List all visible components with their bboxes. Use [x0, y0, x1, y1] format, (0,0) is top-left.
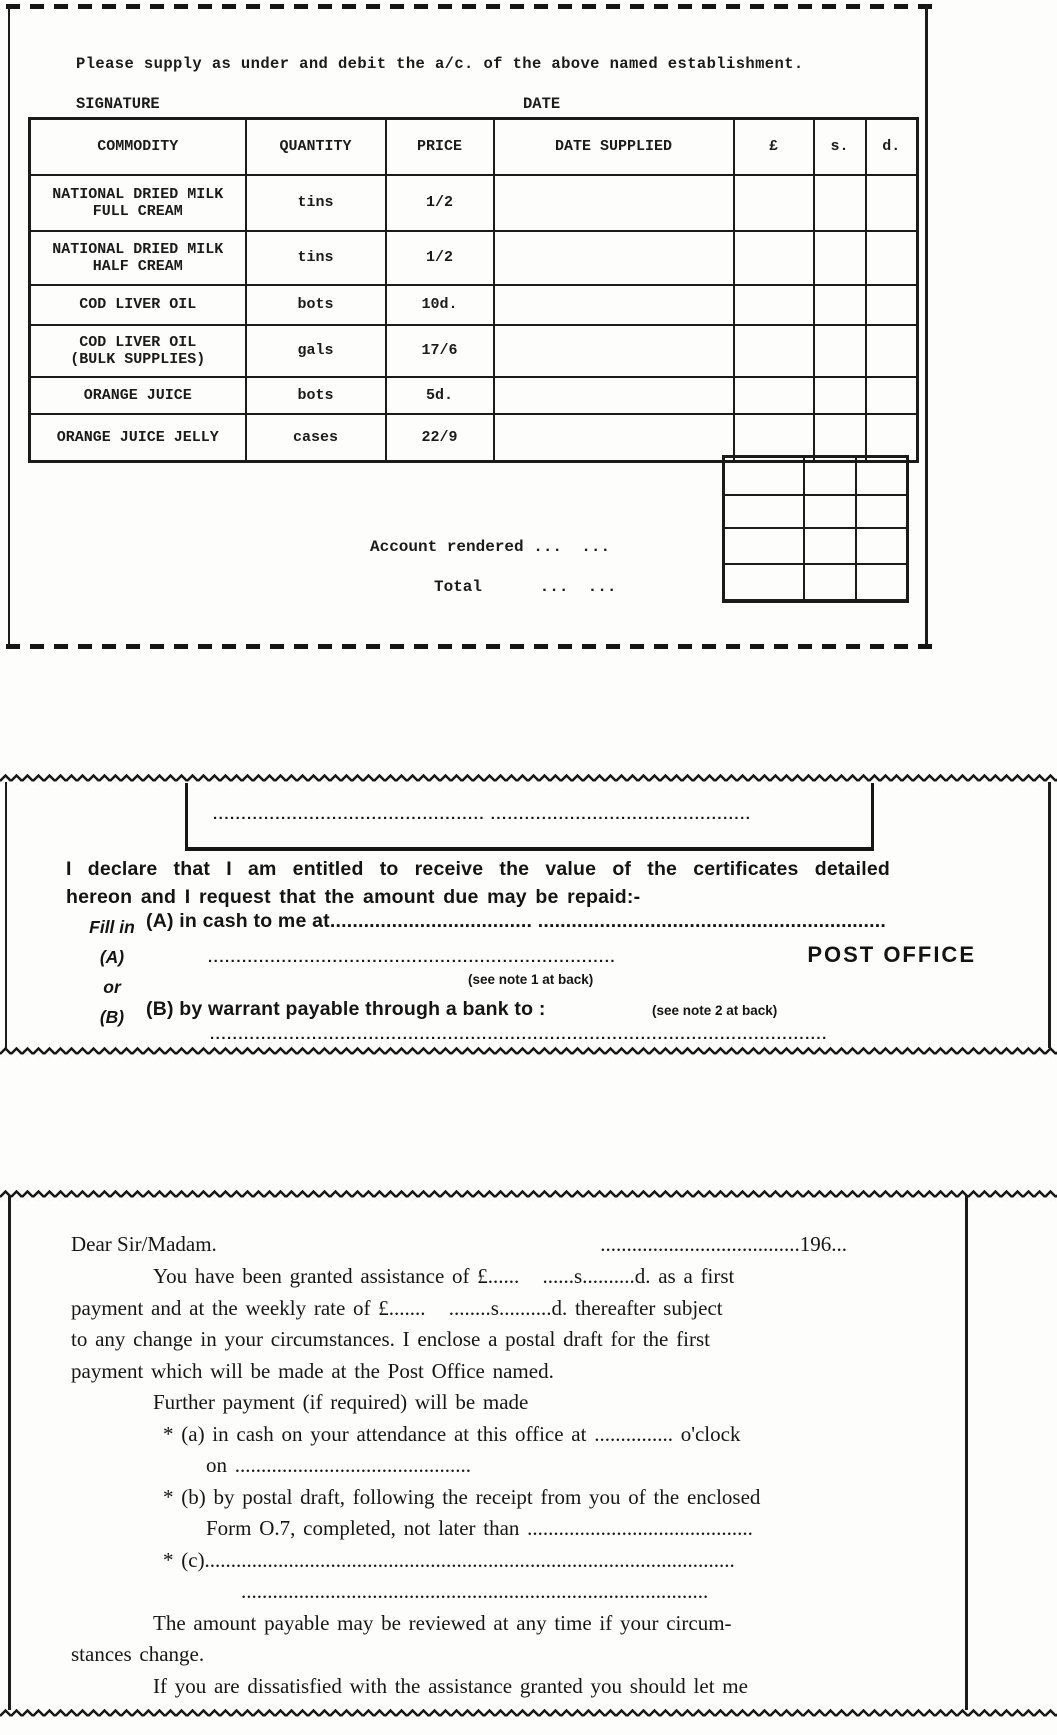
form-instruction-text: Please supply as under and debit the a/c. of the above named establishment. — [76, 55, 804, 73]
pounds-cell — [734, 285, 814, 325]
totals-cell — [856, 457, 908, 495]
letter-line: You have been granted assistance of £...... ......s..........d. as a first — [153, 1264, 735, 1288]
date-supplied-cell — [494, 325, 734, 377]
commodity-line1: ORANGE JUICE — [83, 386, 192, 404]
declaration-text-line2: hereon and I request that the amount due may be repaid:- — [66, 886, 641, 908]
date-supplied-cell — [494, 414, 734, 462]
commodity-cell — [30, 175, 246, 231]
col-header-commodity: COMMODITY — [30, 119, 246, 175]
date-supplied-cell — [494, 285, 734, 325]
totals-cell — [724, 564, 804, 601]
letter-line: Form O.7, completed, not later than ........................................... — [206, 1516, 753, 1540]
date-dotted-line: ......................................196... — [600, 1232, 847, 1256]
quantity-cell: bots — [246, 377, 386, 414]
date-supplied-cell — [494, 175, 734, 231]
commodity-cell — [30, 325, 246, 377]
letter-line: If you are dissatisfied with the assistance granted you should let me — [153, 1673, 748, 1698]
col-header-price: PRICE — [386, 119, 494, 175]
letter-line: to any change in your circumstances. I enclose a postal draft for the first — [71, 1327, 710, 1351]
table-row — [30, 175, 918, 231]
shillings-cell — [814, 175, 866, 231]
assistance-grant-letter — [8, 1196, 968, 1710]
totals-cell — [856, 564, 908, 601]
pence-cell — [866, 377, 918, 414]
total-label: Total ... ... — [434, 578, 617, 596]
price-cell: 10d. — [386, 285, 494, 325]
totals-grid — [722, 455, 909, 603]
price-cell: 1/2 — [386, 175, 494, 231]
declaration-text-line1: I declare that I am entitled to receive the value of the certificates detailed — [66, 858, 890, 880]
col-header-date-supplied: DATE SUPPLIED — [494, 119, 734, 175]
letter-line: payment which will be made at the Post Office named. — [71, 1358, 554, 1383]
table-row — [30, 377, 918, 414]
see-note-1-text: (see note 1 at back) — [468, 972, 594, 987]
commodity-line1: NATIONAL DRIED MILK — [52, 240, 224, 258]
totals-cell — [804, 457, 856, 495]
shillings-cell — [814, 325, 866, 377]
table-row — [30, 285, 918, 325]
shillings-cell — [814, 231, 866, 285]
price-cell: 17/6 — [386, 325, 494, 377]
table-header-row — [30, 119, 918, 175]
totals-cell — [804, 495, 856, 528]
totals-cell — [804, 528, 856, 564]
post-office-label: POST OFFICE — [807, 942, 976, 967]
totals-cell — [724, 495, 804, 528]
commodity-line2: (BULK SUPPLIES) — [70, 350, 206, 368]
account-rendered-label: Account rendered ... ... — [370, 538, 611, 556]
letter-line: ......................................................................................... — [241, 1579, 709, 1603]
post-office-line — [208, 942, 976, 968]
see-note-2-text: (see note 2 at back) — [652, 1003, 778, 1018]
col-header-shillings: s. — [814, 119, 866, 175]
pence-cell — [866, 231, 918, 285]
letter-line: stances change. — [71, 1642, 205, 1666]
pounds-cell — [734, 175, 814, 231]
salutation-text: Dear Sir/Madam. — [71, 1232, 217, 1256]
price-cell: 5d. — [386, 377, 494, 414]
commodity-cell — [30, 285, 246, 325]
fill-in-line: (A) — [99, 947, 125, 967]
letter-line: on ............................................. — [206, 1453, 471, 1477]
pounds-cell — [734, 377, 814, 414]
quantity-cell: cases — [246, 414, 386, 462]
quantity-cell: tins — [246, 175, 386, 231]
pence-cell — [866, 285, 918, 325]
price-cell: 1/2 — [386, 231, 494, 285]
letter-line-option-b: * (b) by postal draft, following the receipt from you of the enclosed — [163, 1484, 761, 1509]
pence-cell — [866, 325, 918, 377]
commodity-line2: FULL CREAM — [92, 202, 183, 220]
table-row — [30, 325, 918, 377]
fill-in-line: or — [103, 977, 121, 997]
fill-in-line: (B) — [99, 1007, 125, 1027]
letter-line: payment and at the weekly rate of £....... ........s..........d. thereafter subject — [71, 1295, 723, 1320]
option-b-warrant-line: (B) by warrant payable through a bank to : — [146, 998, 546, 1020]
commodity-table — [28, 117, 919, 463]
totals-cell — [856, 495, 908, 528]
date-supplied-cell — [494, 377, 734, 414]
totals-cell — [804, 564, 856, 601]
letter-line: Further payment (if required) will be made — [153, 1390, 529, 1414]
commodity-cell — [30, 377, 246, 414]
date-supplied-cell — [494, 231, 734, 285]
payee-name-dotted-line: ................................................ .............................................. — [213, 806, 752, 823]
totals-cell — [856, 528, 908, 564]
commodity-line1: NATIONAL DRIED MILK — [52, 185, 224, 203]
commodity-line1: COD LIVER OIL — [79, 296, 197, 313]
pounds-cell — [734, 325, 814, 377]
quantity-cell: bots — [246, 285, 386, 325]
fill-in-line: Fill in — [89, 917, 135, 937]
signature-label: SIGNATURE — [76, 95, 160, 113]
bank-name-dotted-line: ............................................................................................................. — [210, 1026, 828, 1043]
col-header-pounds: £ — [734, 119, 814, 175]
quantity-cell: tins — [246, 231, 386, 285]
totals-cell — [724, 457, 804, 495]
pence-cell — [866, 175, 918, 231]
fill-in-instruction — [70, 912, 154, 1032]
col-header-pence: d. — [866, 119, 918, 175]
col-header-quantity: QUANTITY — [246, 119, 386, 175]
letter-line: The amount payable may be reviewed at any time if your circum- — [153, 1610, 732, 1635]
table-row — [30, 231, 918, 285]
price-cell: 22/9 — [386, 414, 494, 462]
letter-line-option-c: * (c)..................................................................................................... — [163, 1547, 735, 1572]
totals-cell — [724, 528, 804, 564]
commodity-line1: ORANGE JUICE JELLY — [56, 428, 219, 446]
commodity-line2: HALF CREAM — [92, 257, 183, 275]
pounds-cell — [734, 231, 814, 285]
letter-line-option-a: * (a) in cash on your attendance at this office at ............... o'clock — [163, 1421, 741, 1446]
date-label: DATE — [523, 95, 561, 113]
salutation-row — [11, 1228, 965, 1261]
post-office-dotted-line: ........................................................................ — [208, 949, 617, 966]
quantity-cell: gals — [246, 325, 386, 377]
commodity-cell — [30, 231, 246, 285]
shillings-cell — [814, 285, 866, 325]
commodity-line1: COD LIVER OIL — [79, 333, 197, 351]
shillings-cell — [814, 377, 866, 414]
commodity-cell — [30, 414, 246, 462]
option-a-cash-line: (A) in cash to me at.................................... .............................................................. — [146, 910, 887, 932]
